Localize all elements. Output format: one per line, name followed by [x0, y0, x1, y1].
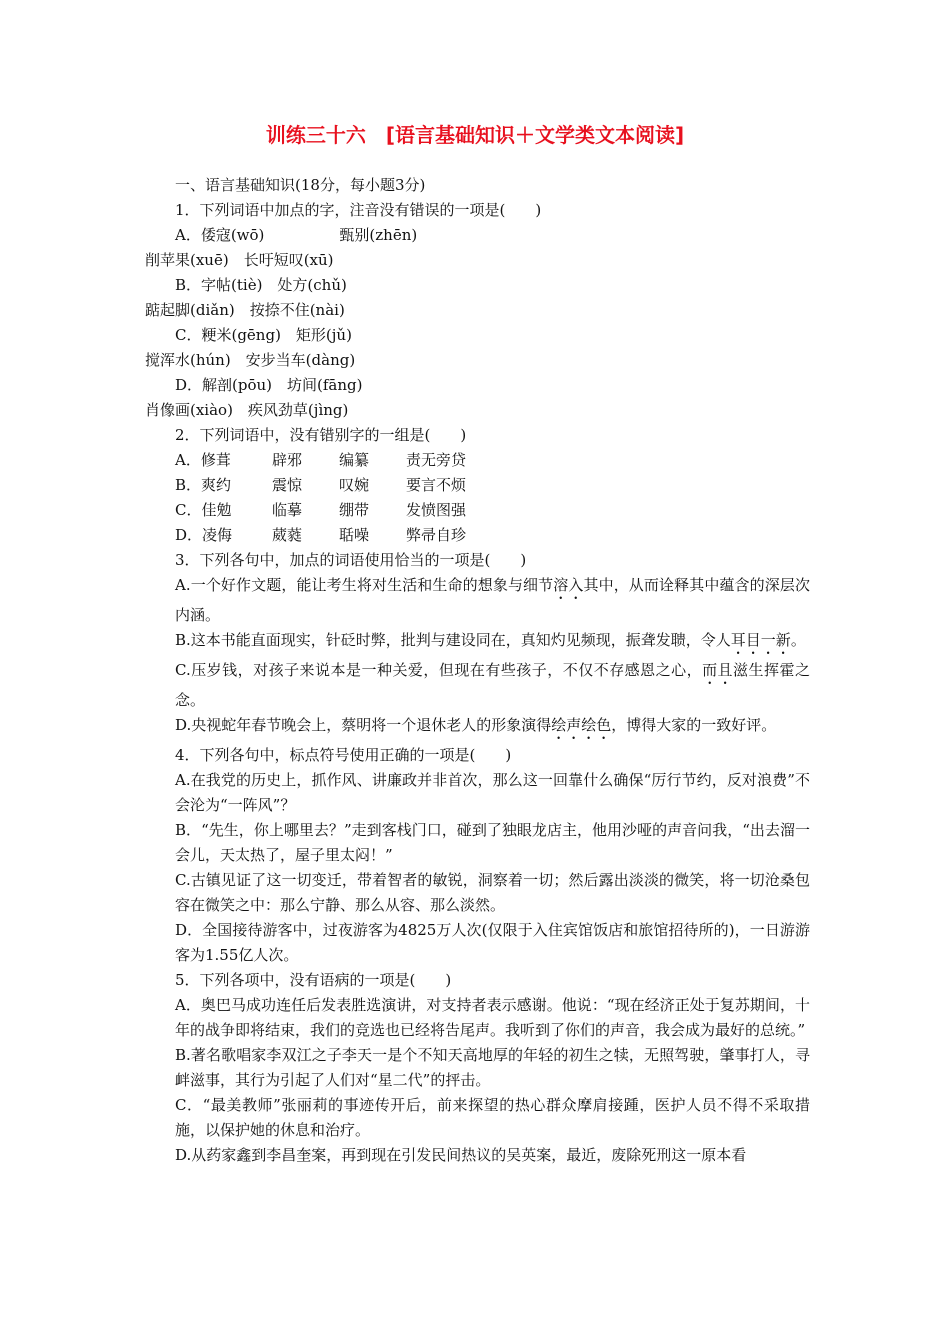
q2-option-b — [145, 473, 810, 498]
document-body — [145, 173, 810, 1168]
q2-d-word-2: 葳蕤 — [272, 526, 303, 544]
q2-d-word-3: 聒噪 — [339, 526, 370, 544]
q2-c-word-4: 发愤图强 — [406, 501, 467, 519]
q5-option-a: A．奥巴马成功连任后发表胜选演讲，对支持者表示感谢。他说：“现在经济正处于复苏期间，十年的战争即将结束，我们的竞选也已经将告尾声。我听到了你们的声音，我会成为最好的总统。” — [175, 996, 810, 1039]
q2-c-word-2: 临摹 — [272, 501, 303, 519]
q1-option-c-line1: C．粳米(gēng) 矩形(jǔ) — [175, 326, 352, 344]
q3-option-b — [145, 628, 810, 658]
q5-option-c: C．“最美教师”张丽莉的事迹传开后，前来探望的热心群众摩肩接踵，医护人员不得不采取措施，以保护她的休息和治疗。 — [175, 1096, 810, 1139]
q3-c-dotted-word: 而且 — [702, 661, 734, 679]
q1-option-a-line2: 削苹果(xuē) 长吁短叹(xū) — [145, 251, 334, 269]
question-2-stem: 2．下列词语中，没有错别字的一组是( ) — [175, 426, 467, 444]
q2-c-word-3: 绷带 — [339, 501, 370, 519]
q3-c-text-2: 滋生挥霍之念。 — [175, 661, 810, 709]
q3-option-d — [145, 713, 810, 743]
q3-option-c — [145, 658, 810, 713]
q1-option-b-line2: 踮起脚(diǎn) 按捺不住(nài) — [145, 301, 345, 319]
question-1-stem: 1．下列词语中加点的字，注音没有错误的一项是( ) — [175, 201, 542, 219]
q2-option-d — [145, 523, 810, 548]
q3-d-text-2: ，博得大家的一致好评。 — [611, 716, 777, 734]
q4-option-b: B．“先生，你上哪里去？”走到客栈门口，碰到了独眼龙店主，他用沙哑的声音问我，“出去溜一会儿，天太热了，屋子里太闷！” — [175, 821, 810, 864]
q2-b-word-1: B．爽约 — [175, 476, 232, 494]
q3-b-text-2: 。 — [790, 631, 806, 649]
q4-option-c: C.古镇见证了这一切变迁，带着智者的敏锐，洞察着一切；然后露出淡淡的微笑，将一切沧桑包容在微笑之中：那么宁静、那么从容、那么淡然。 — [175, 871, 810, 914]
page-title: 训练三十六 [语言基础知识＋文学类文本阅读] — [265, 123, 685, 147]
q3-a-text-2: 其中，从而诠释其中蕴含的深层次内涵。 — [175, 576, 810, 624]
q3-a-dotted-word: 溶入 — [553, 576, 584, 594]
q2-a-word-1: A．修葺 — [175, 451, 231, 469]
q3-c-text-1: C.压岁钱，对孩子来说本是一种关爱，但现在有些孩子，不仅不存感恩之心， — [175, 661, 703, 679]
q1-option-b-line1: B．字帖(tiè) 处方(chǔ) — [175, 276, 347, 294]
q2-a-word-3: 编纂 — [339, 451, 370, 469]
q2-b-word-2: 震惊 — [272, 476, 303, 494]
q4-option-a: A.在我党的历史上，抓作风、讲廉政并非首次，那么这一回靠什么确保“厉行节约，反对浪费”不会沦为“一阵风”？ — [175, 771, 810, 814]
q2-a-word-2: 辟邪 — [272, 451, 303, 469]
q1-option-a-line1: A．倭寇(wō) 甄别(zhēn) — [175, 226, 418, 244]
q2-a-word-4: 责无旁贷 — [406, 451, 467, 469]
question-3-stem: 3．下列各句中，加点的词语使用恰当的一项是( ) — [175, 551, 527, 569]
q5-option-d: D.从药家鑫到李昌奎案，再到现在引发民间热议的吴英案，最近，废除死刑这一原本看 — [175, 1146, 747, 1164]
q3-option-a — [145, 573, 810, 628]
q2-option-a — [145, 448, 810, 473]
q3-d-text-1: D.央视蛇年春节晚会上，蔡明将一个退休老人的形象演得 — [175, 716, 552, 734]
q2-c-word-1: C．佳勉 — [175, 501, 232, 519]
q2-d-word-4: 弊帚自珍 — [406, 526, 467, 544]
q2-option-c — [145, 498, 810, 523]
question-5-stem: 5．下列各项中，没有语病的一项是( ) — [175, 971, 452, 989]
q2-b-word-3: 叹婉 — [339, 476, 370, 494]
q3-a-text-1: A.一个好作文题，能让考生将对生活和生命的想象与细节 — [175, 576, 554, 594]
q2-b-word-4: 要言不烦 — [406, 476, 467, 494]
q1-option-d-line1: D．解剖(pōu) 坊间(fāng) — [175, 376, 363, 394]
q1-option-d-line2: 肖像画(xiào) 疾风劲草(jìng) — [145, 401, 349, 419]
q5-option-b: B.著名歌唱家李双江之子李天一是个不知天高地厚的年轻的初生之犊，无照驾驶，肇事打人，寻衅滋事，其行为引起了人们对“星二代”的抨击。 — [175, 1046, 810, 1089]
q1-option-c-line2: 搅浑水(hún) 安步当车(dàng) — [145, 351, 356, 369]
q4-option-d: D．全国接待游客中，过夜游客为4825万人次(仅限于入住宾馆饭店和旅馆招待所的)，一日游游客为1.55亿人次。 — [175, 921, 810, 964]
q3-d-dotted-word: 绘声绘色 — [551, 716, 612, 734]
section-heading: 一、语言基础知识(18分，每小题3分) — [175, 176, 426, 194]
q3-b-text-1: B.这本书能直面现实，针砭时弊，批判与建设同在，真知灼见频现，振聋发聩，令人 — [175, 631, 731, 649]
q3-b-dotted-word: 耳目一新 — [730, 631, 791, 649]
q2-d-word-1: D．凌侮 — [175, 526, 233, 544]
question-4-stem: 4．下列各句中，标点符号使用正确的一项是( ) — [175, 746, 512, 764]
